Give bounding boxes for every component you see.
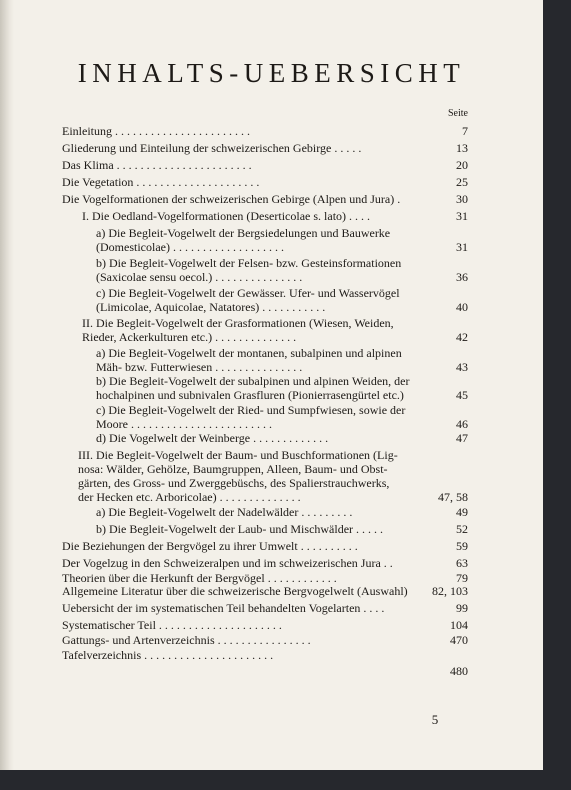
toc-entry-title [96,374,414,402]
toc-entry-line: Die Beziehungen der Bergvögel zu ihrer Umwelt . . . . . . . . . . [62,539,358,553]
toc-entry-line: d) Die Vogelwelt der Weinberge . . . . . . . . . . . . . [96,431,329,445]
toc-entry-line: b) Die Begleit-Vogelwelt der Felsen- bzw. Gesteinsformationen [96,256,402,270]
toc-page-number: 7 [462,124,468,138]
toc-entry-title [82,316,414,344]
folio-number: 5 [431,712,439,727]
toc-entry-title [62,175,414,189]
page-column-label: Seite [448,108,468,119]
toc-entry-title [62,601,414,615]
toc-entry-title [62,633,414,647]
toc-page-number: 47, 58 [438,490,468,504]
toc-entry-title [62,648,414,662]
toc-page-number: 46 [456,417,468,431]
toc-page-number: 59 [456,539,468,553]
toc-page-number: 99 [456,601,468,615]
toc-entry-line: b) Die Begleit-Vogelwelt der Laub- und Mischwälder . . . . . [96,522,384,536]
toc-entry-title [82,209,414,223]
toc-page-number: 31 [456,209,468,223]
toc-page-number: 52 [456,522,468,536]
toc-entry-line: I. Die Oedland-Vogelformationen (Deserticolae s. lato) . . . . [82,209,371,223]
toc-page-number: 43 [456,360,468,374]
toc-page-number: 104 [450,618,468,632]
toc-page-number: 40 [456,300,468,314]
toc-entry-line: a) Die Begleit-Vogelwelt der Nadelwälder . . . . . . . . . [96,505,353,519]
toc-entry-line: a) Die Begleit-Vogelwelt der Bergsiedelungen und Bauwerke [96,226,391,240]
toc-entry-line: (Saxicolae sensu oecol.) . . . . . . . . . . . . . . . [96,270,303,284]
toc-entry-line: Der Vogelzug in den Schweizeralpen und im schweizerischen Jura . . [62,556,393,570]
toc-entry-title [62,124,414,138]
toc-entry-title [96,346,414,374]
toc-entry-title [96,505,414,519]
toc-page-number: 63 [456,556,468,570]
toc-page-number: 20 [456,158,468,172]
toc-entry-title [62,618,414,632]
toc-entry-title [62,584,414,598]
toc-page-number: 30 [456,192,468,206]
toc-page-number: 25 [456,175,468,189]
toc-entry-title [96,286,414,314]
toc-entry-line: hochalpinen und subnivalen Grasfluren (Pionierrasengürtel etc.) [96,388,404,402]
toc-entry-title [62,556,414,570]
toc-entry-title [96,226,414,254]
toc-entry-line: Allgemeine Literatur über die schweizerische Bergvogelwelt (Auswahl) [62,584,408,598]
toc-page-number: 13 [456,141,468,155]
toc-entry-title [62,158,414,172]
toc-entry-line: Mäh- bzw. Futterwiesen . . . . . . . . . . . . . . . [96,360,303,374]
toc-entry-line: III. Die Begleit-Vogelwelt der Baum- und Buschformationen (Lig- [78,448,398,462]
toc-entry-line: Tafelverzeichnis . . . . . . . . . . . . . . . . . . . . . . [62,648,274,662]
toc-entry-title [96,522,414,536]
toc-entry-line: Die Vogelformationen der schweizerischen Gebirge (Alpen und Jura) . [62,192,401,206]
toc-entry-line: Das Klima . . . . . . . . . . . . . . . . . . . . . . . [62,158,252,172]
toc-entry-line: Die Vegetation . . . . . . . . . . . . . . . . . . . . . [62,175,260,189]
toc-entry-title [96,256,414,284]
toc-page-number: 480 [450,664,468,678]
toc-page-number: 79 [456,571,468,585]
toc-page-number: 470 [450,633,468,647]
page-title: INHALTS-UEBERSICHT [77,58,466,88]
toc-entry-line: b) Die Begleit-Vogelwelt der subalpinen und alpinen Weiden, der [96,374,410,388]
toc-entry-line: Theorien über die Herkunft der Bergvögel . . . . . . . . . . . . [62,571,337,585]
toc-page-number: 49 [456,505,468,519]
page-binding-shadow [0,0,14,770]
toc-entry-line: Rieder, Ackerkulturen etc.) . . . . . . . . . . . . . . [82,330,297,344]
toc-entry-line: gärten, des Gross- und Zwerggebüschs, des Spalierstrauchwerks, [78,476,390,490]
toc-entry-line: c) Die Begleit-Vogelwelt der Gewässer. Ufer- und Wasservögel [96,286,400,300]
toc-entry-title [78,448,414,504]
toc-page-number: 45 [456,388,468,402]
toc-entry-title [62,571,414,585]
toc-entry-line: Gliederung und Einteilung der schweizerischen Gebirge . . . . . [62,141,362,155]
toc-entry-line: (Domesticolae) . . . . . . . . . . . . . . . . . . . [96,240,284,254]
toc-entry-line: Einleitung . . . . . . . . . . . . . . . . . . . . . . . [62,124,250,138]
toc-entry-title [96,403,414,431]
toc-page-number: 42 [456,330,468,344]
toc-entry-line: Moore . . . . . . . . . . . . . . . . . . . . . . . . [96,417,272,431]
toc-entry-line: nosa: Wälder, Gehölze, Baumgruppen, Alleen, Baum- und Obst- [78,462,388,476]
toc-entry-title [96,431,414,445]
toc-entry-line: c) Die Begleit-Vogelwelt der Ried- und Sumpfwiesen, sowie der [96,403,406,417]
toc-entry-line: Uebersicht der im systematischen Teil behandelten Vogelarten . . . . [62,601,385,615]
toc-page-number: 47 [456,431,468,445]
toc-entry-line: Systematischer Teil . . . . . . . . . . . . . . . . . . . . . [62,618,282,632]
toc-entry-line: (Limicolae, Aquicolae, Natatores) . . . . . . . . . . . [96,300,326,314]
toc-page-number: 31 [456,240,468,254]
toc-page-number: 36 [456,270,468,284]
toc-entry-line: II. Die Begleit-Vogelwelt der Grasformationen (Wiesen, Weiden, [82,316,394,330]
toc-entry-title [62,141,414,155]
toc-entry-line: Gattungs- und Artenverzeichnis . . . . . . . . . . . . . . . . [62,633,311,647]
toc-entry-title [62,192,414,206]
toc-entry-title [62,539,414,553]
toc-page-number: 82, 103 [432,584,468,598]
toc-entry-line: a) Die Begleit-Vogelwelt der montanen, subalpinen und alpinen [96,346,402,360]
toc-entry-line: der Hecken etc. Arboricolae) . . . . . . . . . . . . . . [78,490,301,504]
